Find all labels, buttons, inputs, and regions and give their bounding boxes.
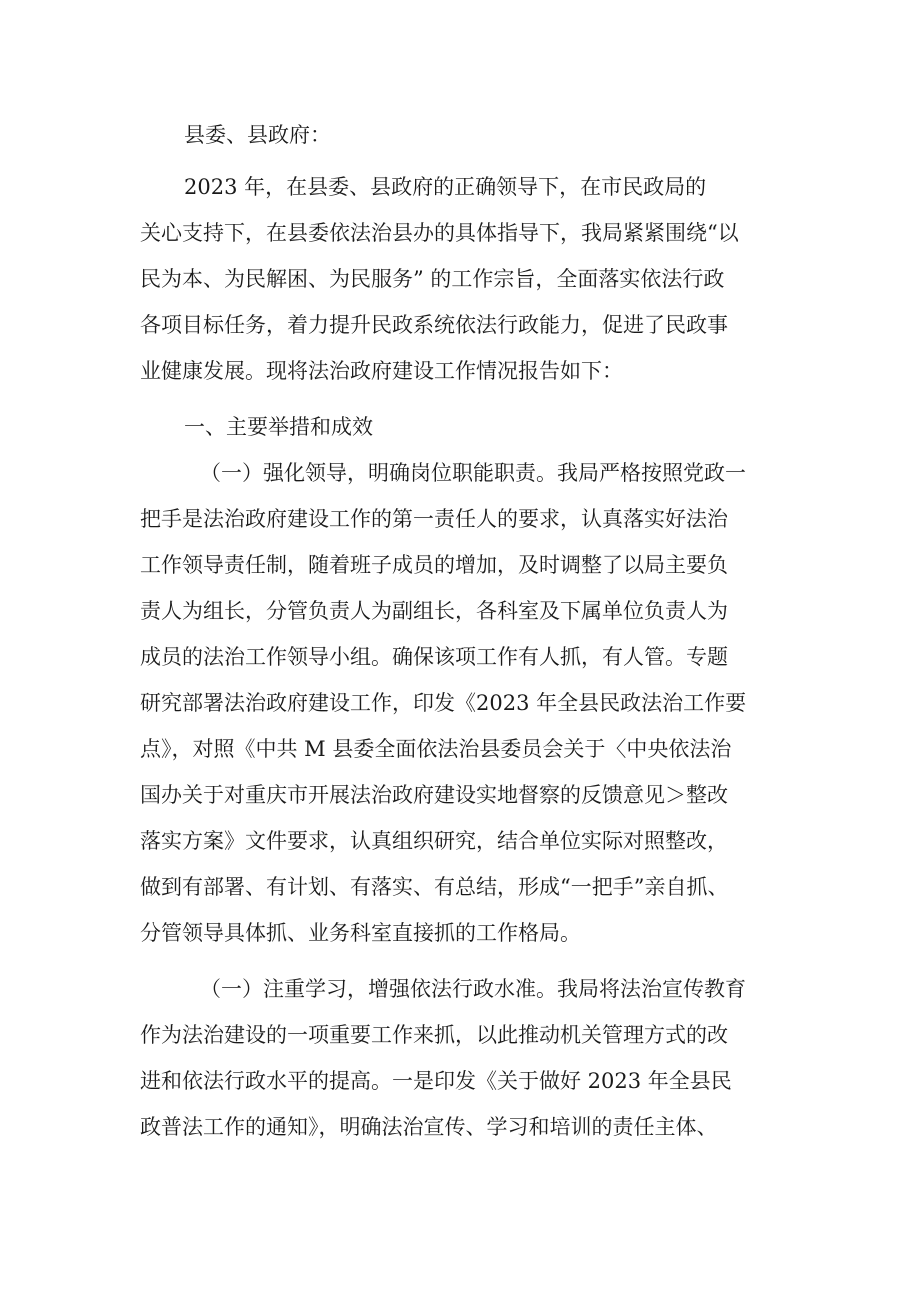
paragraph-line: 进和依法行政水平的提高。一是印发《关于做好 2023 年全县民: [140, 1069, 732, 1093]
section-heading: 一、主要举措和成效: [184, 415, 373, 439]
paragraph-line: 研究部署法治政府建设工作，印发《2023 年全县民政法治工作要: [140, 691, 747, 715]
intro-line: 各项目标任务，着力提升民政系统依法行政能力，促进了民政事: [140, 313, 728, 337]
paragraph-line: 落实方案》文件要求，认真组织研究，结合单位实际对照整改，: [140, 829, 728, 853]
paragraph-line: 做到有部署、有计划、有落实、有总结，形成“一把手”亲自抓、: [140, 875, 729, 899]
paragraph-line: 工作领导责任制，随着班子成员的增加，及时调整了以局主要负: [140, 553, 728, 577]
paragraph-line: 点》，对照《中共 M 县委全面依法治县委员会关于〈中央依法治: [140, 737, 732, 761]
paragraph-line: 国办关于对重庆市开展法治政府建设实地督察的反馈意见＞整改: [140, 783, 728, 807]
intro-line: 2023 年，在县委、县政府的正确领导下，在市民政局的: [184, 175, 707, 199]
document-body: [140, 112, 800, 1150]
paragraph-line: 分管领导具体抓、业务科室直接抓的工作格局。: [140, 921, 581, 945]
paragraph-line: 作为法治建设的一项重要工作来抓，以此推动机关管理方式的改: [140, 1023, 728, 1047]
salutation: 县委、县政府：: [184, 123, 331, 147]
paragraph-line: 把手是法治政府建设工作的第一责任人的要求，认真落实好法治: [140, 507, 728, 531]
intro-line: 业健康发展。现将法治政府建设工作情况报告如下：: [140, 359, 623, 383]
paragraph-line: 政普法工作的通知》，明确法治宣传、学习和培训的责任主体、: [140, 1115, 718, 1139]
paragraph-line: 责人为组长，分管负责人为副组长，各科室及下属单位负责人为: [140, 599, 728, 623]
paragraph-line: （一）强化领导，明确岗位职能职责。我局严格按照党政一: [200, 461, 746, 485]
intro-line: 关心支持下，在县委依法治县办的具体指导下，我局紧紧围绕“以: [140, 221, 739, 245]
intro-line: 民为本、为民解困、为民服务” 的工作宗旨，全面落实依法行政: [140, 267, 725, 291]
paragraph-line: 成员的法治工作领导小组。确保该项工作有人抓，有人管。专题: [140, 645, 728, 669]
paragraph-line: （一）注重学习，增强依法行政水准。我局将法治宣传教育: [200, 977, 746, 1001]
